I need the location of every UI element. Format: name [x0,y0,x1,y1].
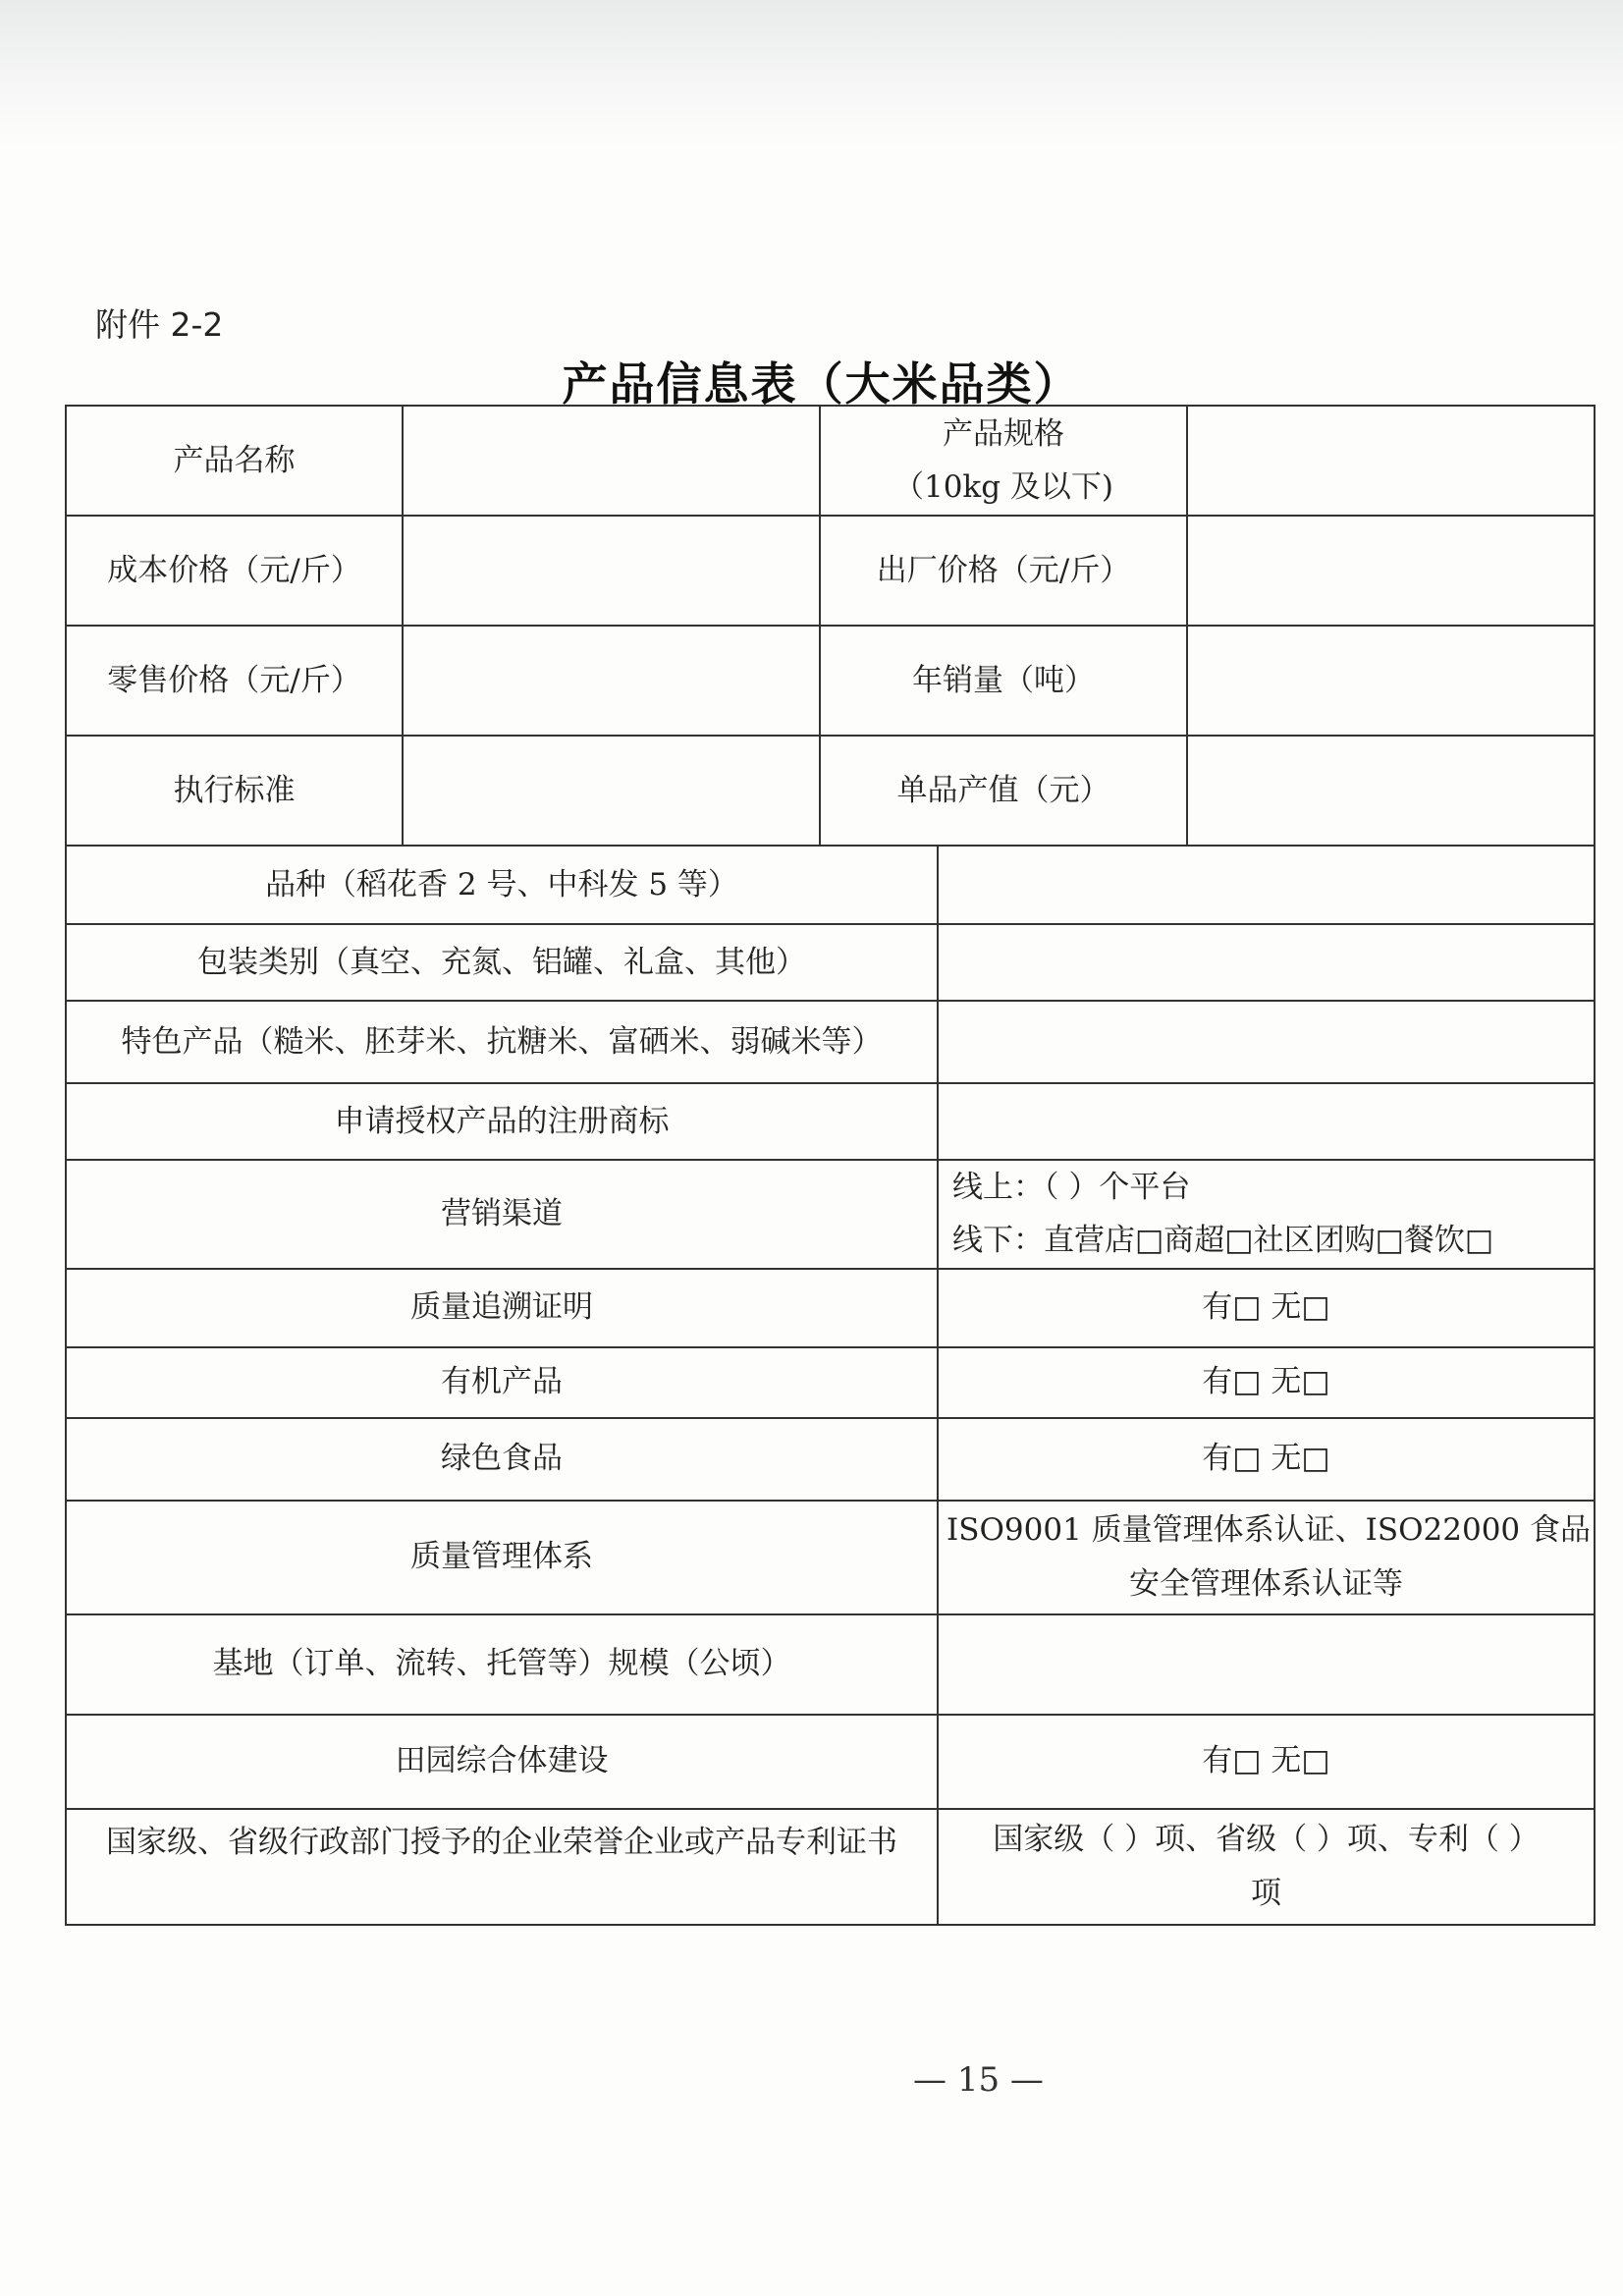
unit-output-value-field[interactable] [1187,736,1595,846]
product-name-label: 产品名称 [66,406,403,516]
table-row [66,924,1595,1001]
honors-label: 国家级、省级行政部门授予的企业荣誉企业或产品专利证书 [66,1809,938,1925]
online-channels: 线上：（ ）个平台 [952,1170,1191,1205]
base-scale-field[interactable] [938,1614,1595,1715]
retail-price-label: 零售价格（元/斤） [66,626,403,736]
annual-sales-label: 年销量（吨） [820,626,1187,736]
factory-price-label: 出厂价格（元/斤） [820,516,1187,626]
table-row [66,1614,1595,1715]
green-food-checkboxes[interactable]: 有□ 无□ [938,1418,1595,1501]
marketing-channels-field[interactable] [938,1160,1595,1269]
table-row [66,1715,1595,1809]
table-row [66,406,1595,516]
organic-checkboxes[interactable]: 有□ 无□ [938,1347,1595,1418]
page-number: — 15 — [913,2060,1044,2100]
table-row [66,1501,1595,1614]
organic-label: 有机产品 [66,1347,938,1418]
traceability-checkboxes[interactable]: 有□ 无□ [938,1269,1595,1347]
product-name-field[interactable] [403,406,820,516]
standard-label: 执行标准 [66,736,403,846]
table-row [66,626,1595,736]
pastoral-complex-checkboxes[interactable]: 有□ 无□ [938,1715,1595,1809]
trademark-label: 申请授权产品的注册商标 [66,1083,938,1160]
pastoral-complex-label: 田园综合体建设 [66,1715,938,1809]
table-row [66,1001,1595,1083]
form-title: 产品信息表（大米品类） [562,357,1081,410]
honors-field[interactable]: 国家级（ ）项、省级（ ）项、专利（ ） 项 [938,1809,1595,1925]
traceability-label: 质量追溯证明 [66,1269,938,1347]
standard-field[interactable] [403,736,820,846]
retail-price-field[interactable] [403,626,820,736]
product-spec-field[interactable] [1187,406,1595,516]
cost-price-field[interactable] [403,516,820,626]
scan-edge-shading [0,0,1623,147]
green-food-label: 绿色食品 [66,1418,938,1501]
cost-price-label: 成本价格（元/斤） [66,516,403,626]
packaging-label: 包装类别（真空、充氮、铝罐、礼盒、其他） [66,924,938,1001]
annual-sales-field[interactable] [1187,626,1595,736]
base-scale-label: 基地（订单、流转、托管等）规模（公顷） [66,1614,938,1715]
table-row [66,1418,1595,1501]
table-row [66,1269,1595,1347]
quality-system-field[interactable]: ISO9001 质量管理体系认证、ISO22000 食品 安全管理体系认证等 [938,1501,1595,1614]
table-row [66,1160,1595,1269]
table-row [66,1809,1595,1925]
table-row [66,1083,1595,1160]
unit-output-value-label: 单品产值（元） [820,736,1187,846]
product-spec-label: 产品规格 （10kg 及以下) [820,406,1187,516]
variety-field[interactable] [938,846,1595,924]
table-row [66,736,1595,846]
table-row [66,1347,1595,1418]
quality-system-label: 质量管理体系 [66,1501,938,1614]
offline-channels: 线下：直营店□商超□社区团购□餐饮□ [952,1223,1494,1259]
marketing-channels-label: 营销渠道 [66,1160,938,1269]
featured-product-label: 特色产品（糙米、胚芽米、抗糖米、富硒米、弱碱米等） [66,1001,938,1083]
table-row [66,846,1595,924]
featured-product-field[interactable] [938,1001,1595,1083]
attachment-label: 附件 2-2 [95,305,224,344]
product-info-table [65,405,1596,1926]
table-row [66,516,1595,626]
factory-price-field[interactable] [1187,516,1595,626]
variety-label: 品种（稻花香 2 号、中科发 5 等） [66,846,938,924]
packaging-field[interactable] [938,924,1595,1001]
trademark-field[interactable] [938,1083,1595,1160]
